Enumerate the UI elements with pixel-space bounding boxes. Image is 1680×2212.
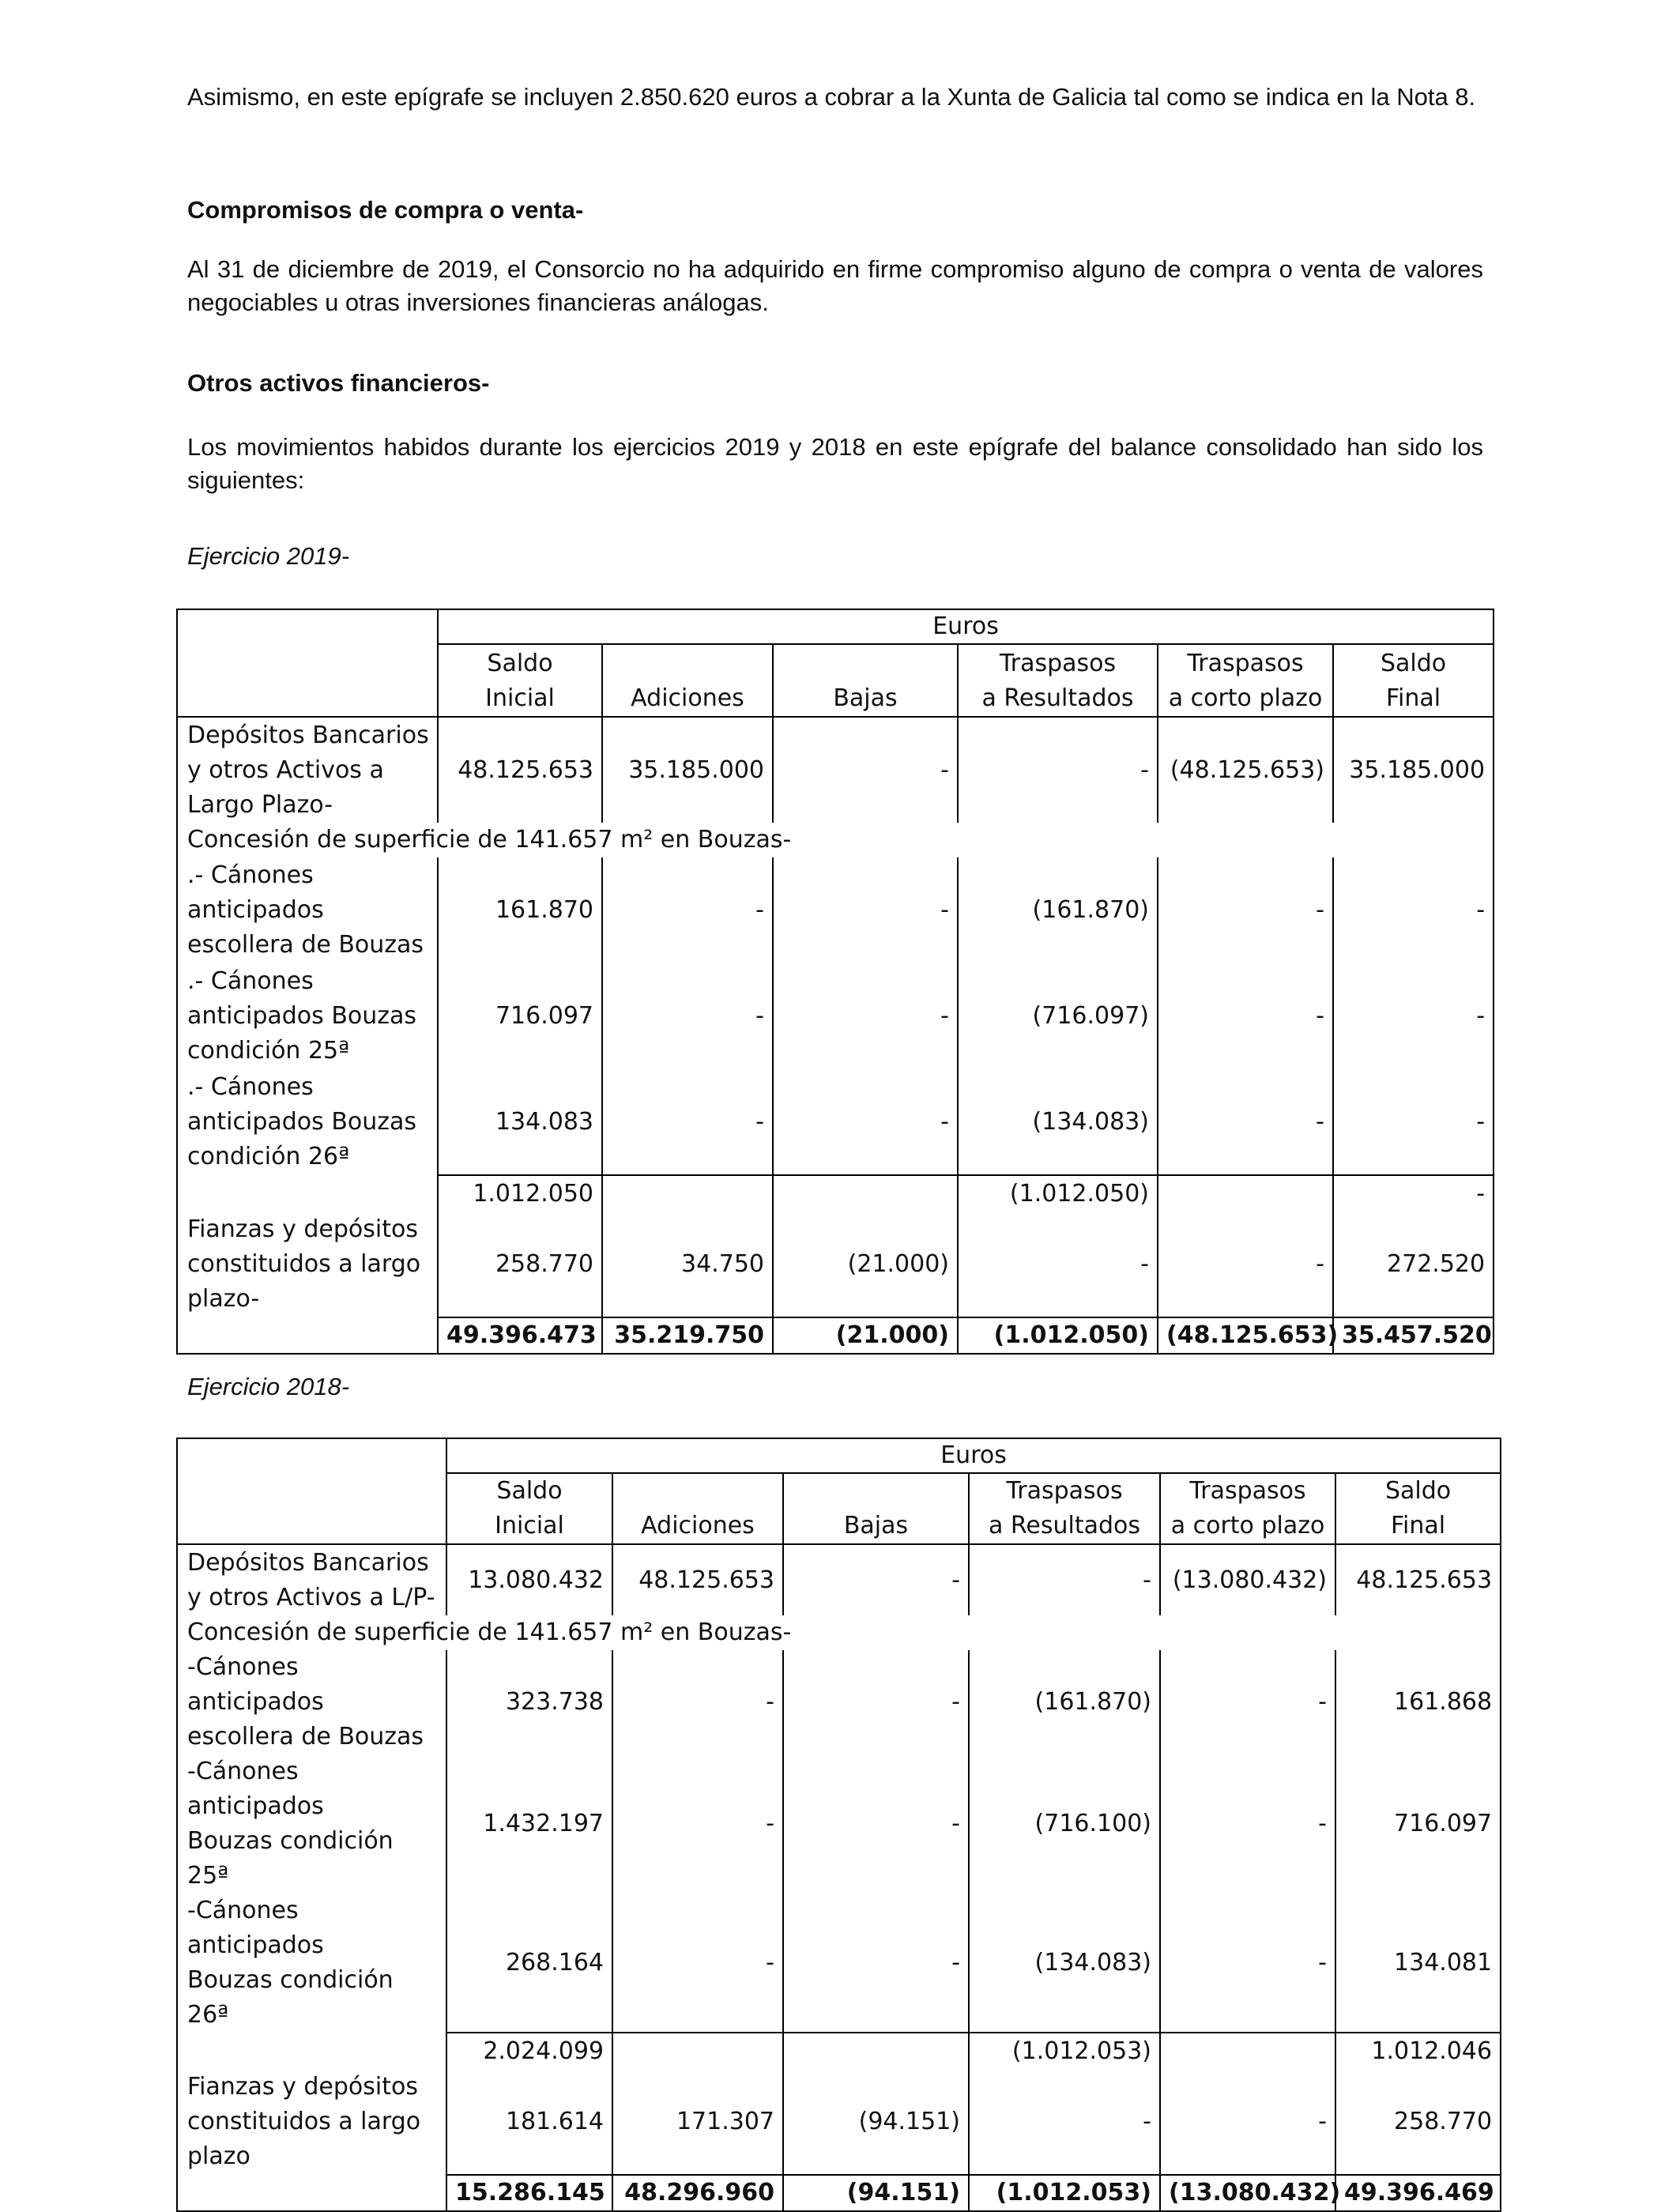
cell-value: - xyxy=(1160,1650,1335,1754)
cell-value: 48.125.653 xyxy=(612,1544,783,1615)
table-row-total xyxy=(177,2175,1501,2211)
cell-value: - xyxy=(612,1894,783,2033)
cell-value: 716.097 xyxy=(1335,1754,1501,1894)
col-header-traspasos-corto-plazo: Traspasos a corto plazo xyxy=(1158,644,1333,717)
cell-value: - xyxy=(958,1212,1158,1317)
row-label: -Cánones anticipados escollera de Bouzas xyxy=(177,1650,446,1754)
row-label: -Cánones anticipados Bouzas condición 26ª xyxy=(177,1894,446,2033)
cell-total: 35.219.750 xyxy=(602,1317,773,1354)
col-header-saldo-inicial: Saldo Inicial xyxy=(438,644,602,717)
row-label: Fianzas y depósitos constituidos a largo plazo xyxy=(177,2069,446,2175)
table-row-concession xyxy=(177,823,1494,857)
cell-value: - xyxy=(969,1544,1160,1615)
row-label: Fianzas y depósitos constituidos a largo plazo- xyxy=(177,1212,438,1317)
col-header-traspasos-resultados: Traspasos a Resultados xyxy=(969,1473,1160,1544)
col-header-bajas: Bajas xyxy=(783,1473,969,1544)
cell-value: - xyxy=(773,1069,958,1175)
col-header-adiciones: Adiciones xyxy=(612,1473,783,1544)
table-row-concession xyxy=(177,1615,1501,1650)
cell-value: 171.307 xyxy=(612,2069,783,2175)
cell-value: 258.770 xyxy=(438,1212,602,1317)
col-header-saldo-inicial: Saldo Inicial xyxy=(446,1473,612,1544)
subheading-ejercicio-2018: Ejercicio 2018- xyxy=(187,1373,350,1400)
cell-value: 1.012.050 xyxy=(438,1175,602,1212)
cell-total: (94.151) xyxy=(783,2175,969,2211)
euros-header: Euros xyxy=(446,1438,1501,1473)
cell-total: (21.000) xyxy=(773,1317,958,1354)
cell-value: - xyxy=(1158,963,1333,1069)
table-row-subtotal xyxy=(177,2033,1501,2069)
cell-value: 258.770 xyxy=(1335,2069,1501,2175)
cell-value: - xyxy=(602,857,773,963)
cell-value: 35.185.000 xyxy=(602,717,773,823)
subheading-ejercicio-2019: Ejercicio 2019- xyxy=(187,542,350,570)
cell-value xyxy=(612,2033,783,2069)
cell-value: (48.125.653) xyxy=(1158,717,1333,823)
cell-value: - xyxy=(1333,1069,1494,1175)
cell-value: 272.520 xyxy=(1333,1212,1494,1317)
cell-value: - xyxy=(602,963,773,1069)
table-row-total xyxy=(177,1317,1494,1354)
table-row xyxy=(177,1069,1494,1175)
cell-value: - xyxy=(1158,1069,1333,1175)
cell-total: (1.012.053) xyxy=(969,2175,1160,2211)
cell-value: - xyxy=(1160,1754,1335,1894)
cell-value: - xyxy=(783,1544,969,1615)
row-label: .- Cánones anticipados Bouzas condición 26ª xyxy=(177,1069,438,1175)
cell-value: - xyxy=(612,1754,783,1894)
table-row xyxy=(177,1650,1501,1754)
cell-value: 48.125.653 xyxy=(438,717,602,823)
cell-value: (161.870) xyxy=(969,1650,1160,1754)
cell-value: 268.164 xyxy=(446,1894,612,2033)
cell-value: 134.083 xyxy=(438,1069,602,1175)
cell-value xyxy=(1160,2033,1335,2069)
cell-total: 35.457.520 xyxy=(1333,1317,1494,1354)
table-header-row xyxy=(177,609,1494,644)
cell-total: 49.396.473 xyxy=(438,1317,602,1354)
cell-value: 35.185.000 xyxy=(1333,717,1494,823)
table-row-subtotal xyxy=(177,1175,1494,1212)
cell-value: - xyxy=(958,717,1158,823)
cell-total: 15.286.145 xyxy=(446,2175,612,2211)
table-row xyxy=(177,2069,1501,2175)
table-row xyxy=(177,1894,1501,2033)
cell-total: (48.125.653) xyxy=(1158,1317,1333,1354)
cell-value: - xyxy=(1333,1175,1494,1212)
cell-value: - xyxy=(1333,857,1494,963)
table-row xyxy=(177,1754,1501,1894)
cell-value: - xyxy=(612,1650,783,1754)
row-label xyxy=(177,1175,438,1212)
cell-value: - xyxy=(1158,1212,1333,1317)
cell-value: - xyxy=(969,2069,1160,2175)
cell-value: 1.012.046 xyxy=(1335,2033,1501,2069)
cell-total: 48.296.960 xyxy=(612,2175,783,2211)
heading-otros-activos: Otros activos financieros- xyxy=(187,369,490,397)
row-label: -Cánones anticipados Bouzas condición 25ª xyxy=(177,1754,446,1894)
cell-value: - xyxy=(1333,963,1494,1069)
cell-value: 323.738 xyxy=(446,1650,612,1754)
row-label xyxy=(177,2175,446,2211)
cell-value: - xyxy=(1160,1894,1335,2033)
cell-value: (1.012.053) xyxy=(969,2033,1160,2069)
cell-value: (134.083) xyxy=(958,1069,1158,1175)
cell-value: (716.097) xyxy=(958,963,1158,1069)
cell-value: - xyxy=(783,1894,969,2033)
paragraph-xunta: Asimismo, en este epígrafe se incluyen 2.850.620 euros a cobrar a la Xunta de Galicia tal como se indica en la Nota 8. xyxy=(187,83,1476,111)
cell-value: (94.151) xyxy=(783,2069,969,2175)
cell-value: 48.125.653 xyxy=(1335,1544,1501,1615)
table-row xyxy=(177,963,1494,1069)
table-row xyxy=(177,857,1494,963)
cell-value: 2.024.099 xyxy=(446,2033,612,2069)
cell-value xyxy=(1158,1175,1333,1212)
cell-total: 49.396.469 xyxy=(1335,2175,1501,2211)
row-label xyxy=(177,1317,438,1354)
table-header-row xyxy=(177,1438,1501,1473)
row-label: Depósitos Bancarios y otros Activos a L/P- xyxy=(177,1544,446,1615)
cell-value: (13.080.432) xyxy=(1160,1544,1335,1615)
cell-value: 134.081 xyxy=(1335,1894,1501,2033)
table-row xyxy=(177,717,1494,823)
cell-value: - xyxy=(773,963,958,1069)
cell-value xyxy=(602,1175,773,1212)
cell-value: (161.870) xyxy=(958,857,1158,963)
cell-value: (21.000) xyxy=(773,1212,958,1317)
cell-value: - xyxy=(783,1754,969,1894)
paragraph-movimientos: Los movimientos habidos durante los ejercicios 2019 y 2018 en este epígrafe del balance consolidado han sido los siguientes: xyxy=(187,433,1483,494)
heading-compromisos: Compromisos de compra o venta- xyxy=(187,196,584,224)
table-row xyxy=(177,1212,1494,1317)
col-header-traspasos-resultados: Traspasos a Resultados xyxy=(958,644,1158,717)
cell-value: 161.870 xyxy=(438,857,602,963)
cell-value: 181.614 xyxy=(446,2069,612,2175)
cell-value xyxy=(783,2033,969,2069)
cell-value: - xyxy=(783,1650,969,1754)
cell-value: 161.868 xyxy=(1335,1650,1501,1754)
row-label-concession: Concesión de superficie de 141.657 m² en Bouzas- xyxy=(177,1615,1501,1650)
cell-value: - xyxy=(773,857,958,963)
cell-total: (13.080.432) xyxy=(1160,2175,1335,2211)
cell-value: - xyxy=(1158,857,1333,963)
col-header-saldo-final: Saldo Final xyxy=(1333,644,1494,717)
row-label-concession: Concesión de superficie de 141.657 m² en Bouzas- xyxy=(177,823,1494,857)
row-label xyxy=(177,2033,446,2069)
col-header-bajas: Bajas xyxy=(773,644,958,717)
cell-value: 34.750 xyxy=(602,1212,773,1317)
row-label: Depósitos Bancarios y otros Activos a Largo Plazo- xyxy=(177,717,438,823)
row-label: .- Cánones anticipados escollera de Bouzas xyxy=(177,857,438,963)
cell-value: 13.080.432 xyxy=(446,1544,612,1615)
row-label: .- Cánones anticipados Bouzas condición 25ª xyxy=(177,963,438,1069)
table-row xyxy=(177,1544,1501,1615)
cell-total: (1.012.050) xyxy=(958,1317,1158,1354)
cell-value: (134.083) xyxy=(969,1894,1160,2033)
table-ejercicio-2019 xyxy=(176,609,1494,1355)
cell-value xyxy=(773,1175,958,1212)
cell-value: - xyxy=(773,717,958,823)
cell-value: - xyxy=(602,1069,773,1175)
cell-value: - xyxy=(1160,2069,1335,2175)
col-header-traspasos-corto-plazo: Traspasos a corto plazo xyxy=(1160,1473,1335,1544)
cell-value: 1.432.197 xyxy=(446,1754,612,1894)
col-header-saldo-final: Saldo Final xyxy=(1335,1473,1501,1544)
euros-header: Euros xyxy=(438,609,1494,644)
cell-value: 716.097 xyxy=(438,963,602,1069)
paragraph-compromisos: Al 31 de diciembre de 2019, el Consorcio no ha adquirido en firme compromiso alguno de compra o venta de valores negociables u otras inversiones financieras análogas. xyxy=(187,255,1483,316)
table-ejercicio-2018 xyxy=(176,1438,1501,2212)
cell-value: (716.100) xyxy=(969,1754,1160,1894)
cell-value: (1.012.050) xyxy=(958,1175,1158,1212)
col-header-adiciones: Adiciones xyxy=(602,644,773,717)
